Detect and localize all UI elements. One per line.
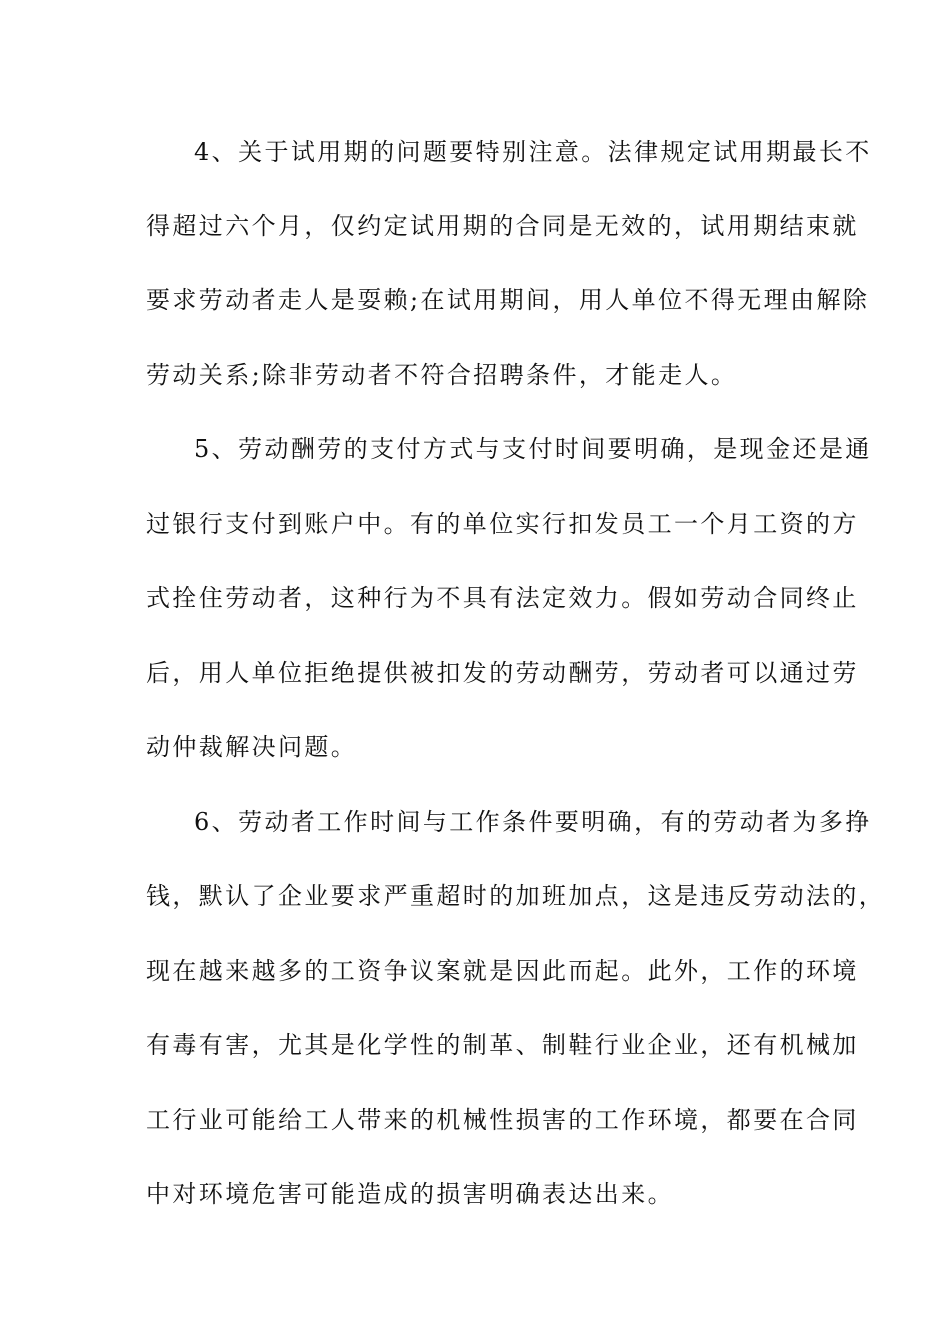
paragraph-6-line-2: 钱，默认了企业要求严重超时的加班加点，这是违反劳动法的， xyxy=(146,882,886,910)
paragraph-5-line-1: 5、劳动酬劳的支付方式与支付时间要明确，是现金还是通 xyxy=(194,435,872,463)
paragraph-5-line-3: 式拴住劳动者，这种行为不具有法定效力。假如劳动合同终止 xyxy=(146,584,859,612)
paragraph-4-line-4: 劳动关系;除非劳动者不符合招聘条件，才能走人。 xyxy=(146,361,738,389)
paragraph-4-line-2: 得超过六个月，仅约定试用期的合同是无效的，试用期结束就 xyxy=(146,212,859,240)
paragraph-5-line-4: 后，用人单位拒绝提供被扣发的劳动酬劳，劳动者可以通过劳 xyxy=(146,659,859,687)
paragraph-4-line-3: 要求劳动者走人是耍赖;在试用期间，用人单位不得无理由解除 xyxy=(146,286,870,314)
paragraph-6-line-5: 工行业可能给工人带来的机械性损害的工作环境，都要在合同 xyxy=(146,1106,859,1134)
paragraph-6-line-3: 现在越来越多的工资争议案就是因此而起。此外，工作的环境 xyxy=(146,957,859,985)
paragraph-4-line-1: 4、关于试用期的问题要特别注意。法律规定试用期最长不 xyxy=(194,138,872,166)
paragraph-6-line-4: 有毒有害，尤其是化学性的制革、制鞋行业企业，还有机械加 xyxy=(146,1031,859,1059)
paragraph-5-line-5: 动仲裁解决问题。 xyxy=(146,733,358,761)
paragraph-6-line-1: 6、劳动者工作时间与工作条件要明确，有的劳动者为多挣 xyxy=(194,808,872,836)
paragraph-6-line-6: 中对环境危害可能造成的损害明确表达出来。 xyxy=(146,1180,674,1208)
paragraph-5-line-2: 过银行支付到账户中。有的单位实行扣发员工一个月工资的方 xyxy=(146,510,859,538)
